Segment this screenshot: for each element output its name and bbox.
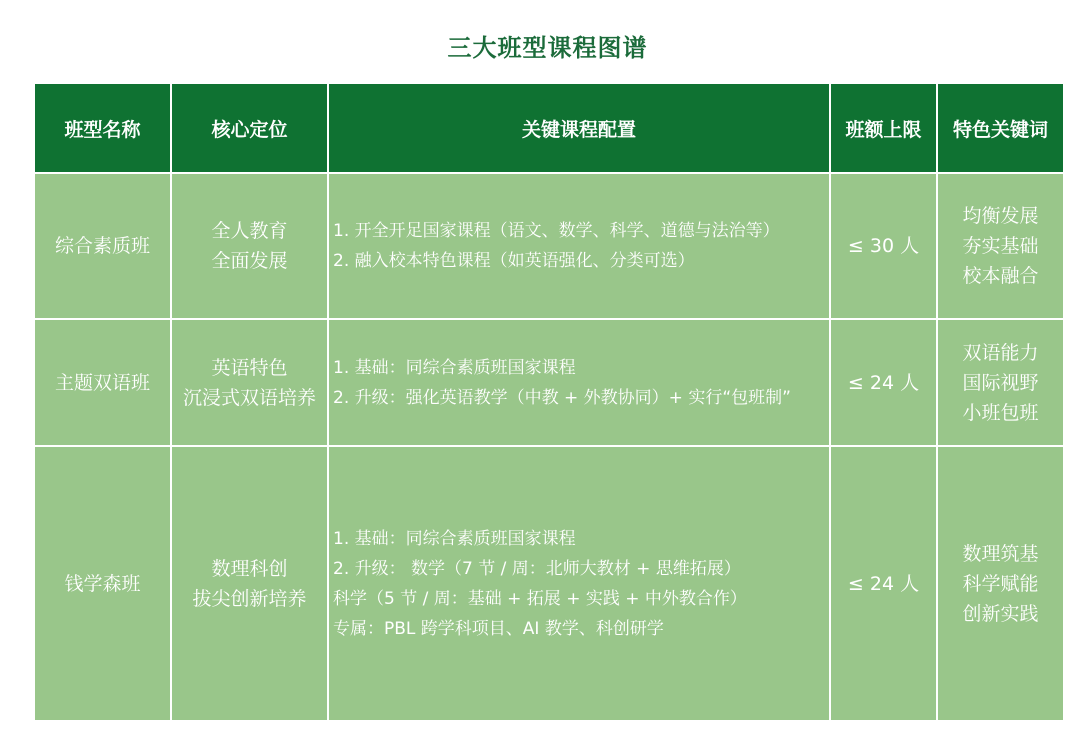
keyword: 双语能力 bbox=[962, 341, 1039, 364]
cell-name: 钱学森班 bbox=[34, 446, 171, 721]
config-line: 1. 基础：同综合素质班国家课程 bbox=[333, 357, 576, 378]
cell-position bbox=[171, 446, 328, 721]
config-line: 专属：PBL 跨学科项目、AI 教学、科创研学 bbox=[333, 618, 664, 639]
cell-keywords bbox=[937, 173, 1064, 319]
cell-name: 主题双语班 bbox=[34, 319, 171, 446]
cell-cap: ≤ 30 人 bbox=[830, 173, 937, 319]
position-line: 英语特色 bbox=[211, 356, 288, 379]
config-line: 2. 升级：强化英语教学（中教 + 外教协同）+ 实行“包班制” bbox=[333, 387, 791, 408]
keyword: 均衡发展 bbox=[962, 205, 1039, 227]
page-title: 三大班型课程图谱 bbox=[447, 34, 648, 62]
config-line: 2. 融入校本特色课程（如英语强化、分类可选） bbox=[333, 251, 695, 271]
cell-position bbox=[171, 319, 328, 446]
cell-cap: ≤ 24 人 bbox=[830, 319, 937, 446]
course-table bbox=[33, 82, 1065, 722]
config-line: 1. 开全开足国家课程（语文、数学、科学、道德与法治等） bbox=[333, 221, 780, 241]
keyword: 科学赋能 bbox=[962, 572, 1039, 595]
position-line: 拔尖创新培养 bbox=[192, 587, 307, 610]
cell-config bbox=[328, 446, 830, 721]
table-row bbox=[34, 319, 1064, 446]
config-line: 科学（5 节 / 周：基础 + 拓展 + 实践 + 中外教合作） bbox=[333, 588, 747, 609]
keyword: 校本融合 bbox=[962, 265, 1039, 287]
position-line: 数理科创 bbox=[211, 557, 288, 580]
keyword: 国际视野 bbox=[962, 371, 1039, 394]
header-config: 关键课程配置 bbox=[328, 83, 830, 173]
cell-name: 综合素质班 bbox=[34, 173, 171, 319]
cell-keywords bbox=[937, 446, 1064, 721]
cell-config bbox=[328, 173, 830, 319]
cell-config bbox=[328, 319, 830, 446]
header-row bbox=[34, 83, 1064, 173]
position-line: 沉浸式双语培养 bbox=[182, 386, 316, 409]
position-line: 全人教育 bbox=[211, 220, 288, 242]
cell-keywords bbox=[937, 319, 1064, 446]
keyword: 数理筑基 bbox=[962, 542, 1039, 565]
header-position: 核心定位 bbox=[171, 83, 328, 173]
header-cap: 班额上限 bbox=[830, 83, 937, 173]
cell-cap: ≤ 24 人 bbox=[830, 446, 937, 721]
table-row bbox=[34, 446, 1064, 721]
cell-position bbox=[171, 173, 328, 319]
keyword: 创新实践 bbox=[962, 602, 1039, 625]
keyword: 夯实基础 bbox=[962, 235, 1039, 257]
position-line: 全面发展 bbox=[211, 250, 288, 272]
table-row bbox=[34, 173, 1064, 319]
header-keywords: 特色关键词 bbox=[937, 83, 1064, 173]
header-name: 班型名称 bbox=[34, 83, 171, 173]
keyword: 小班包班 bbox=[962, 401, 1039, 424]
config-line: 1. 基础：同综合素质班国家课程 bbox=[333, 528, 576, 549]
config-line: 2. 升级： 数学（7 节 / 周：北师大教材 + 思维拓展） bbox=[333, 558, 741, 579]
